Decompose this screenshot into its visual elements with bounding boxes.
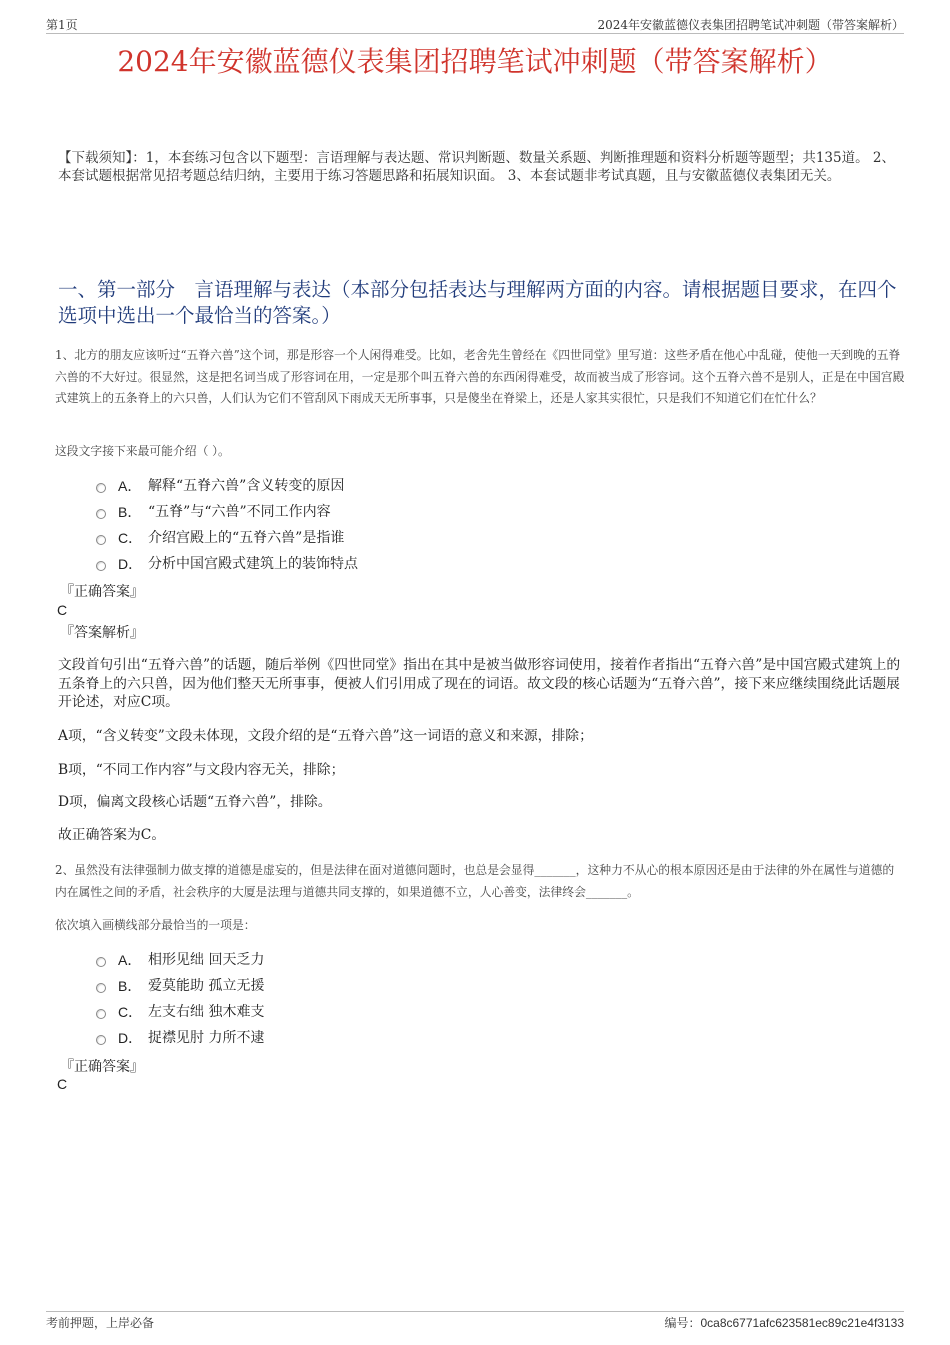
question-1-explanation-b: B项，“不同工作内容”与文段内容无关，排除；: [58, 762, 345, 778]
footer-code-label: 编号：: [664, 1316, 701, 1330]
question-2-option-a[interactable]: [96, 950, 264, 970]
radio-icon[interactable]: [96, 483, 106, 493]
question-2-answer: C: [57, 1076, 68, 1092]
question-2-option-d[interactable]: [96, 1028, 264, 1048]
radio-icon[interactable]: [96, 561, 106, 571]
question-1-stem: 1、北方的朋友应该听过“五脊六兽”这个词，那是形容一个人闲得难受。比如，老舍先生曾经在《四世同堂》里写道：这些矛盾在他心中乱碰，使他一天到晚的五脊六兽的不大好过。很显然，这是把名词当成了形容词在用，一定是那个叫五脊六兽的东西闲得难受，故而被当成了形容词。这个五脊六兽不是别人，正是在中国宫殿式建筑上的五条脊上的六只兽，人们认为它们不管刮风下雨成天无所事事，只是傻坐在脊梁上，还是人家其实很忙，只是我们不知道它们在忙什么？: [55, 348, 905, 405]
option-key: B．: [118, 504, 142, 520]
question-1-explanation-label: 『答案解析』: [60, 625, 144, 641]
option-key: A．: [118, 478, 142, 494]
option-key: A．: [118, 952, 142, 968]
question-2-option-c[interactable]: [96, 1002, 264, 1022]
option-key: C．: [118, 1004, 143, 1020]
question-1-answer-label: 『正确答案』: [60, 584, 144, 600]
question-1-prompt: 这段文字接下来最可能介绍（ ）。: [55, 444, 230, 458]
question-1-explanation-a: A项，“含义转变”文段未体现，文段介绍的是“五脊六兽”这一词语的意义和来源，排除；: [58, 728, 593, 744]
footer-slogan: 考前押题，上岸必备: [46, 1316, 155, 1330]
option-key: D．: [118, 556, 143, 572]
page-title: 2024年安徽蓝德仪表集团招聘笔试冲刺题（带答案解析）: [117, 45, 833, 78]
question-2-option-b[interactable]: [96, 976, 264, 996]
radio-icon[interactable]: [96, 983, 106, 993]
question-2-prompt: 依次填入画横线部分最恰当的一项是：: [55, 918, 256, 932]
option-text: 捉襟见肘 力所不逮: [148, 1030, 265, 1046]
option-key: B．: [118, 978, 142, 994]
question-1-explanation-d: D项，偏离文段核心话题“五脊六兽”，排除。: [58, 794, 332, 810]
question-1-explanation-main: 文段首句引出“五脊六兽”的话题，随后举例《四世同堂》指出在其中是被当做形容词使用，接着作者指出“五脊六兽”是中国宫殿式建筑上的五条脊上的六只兽，因为他们整天无所事事，便被人们引用成了现在的词语。故文段的核心话题为“五脊六兽”，接下来应继续围绕此话题展开论述，对应C项。: [58, 657, 901, 710]
radio-icon[interactable]: [96, 509, 106, 519]
question-1-explanation-conclusion: 故正确答案为C。: [58, 827, 166, 843]
radio-icon[interactable]: [96, 1035, 106, 1045]
download-notice: 【下载须知】：1，本套练习包含以下题型：言语理解与表达题、常识判断题、数量关系题、判断推理题和资料分析题等题型；共135道。 2、本套试题根据常见招考题总结归纳，主要用于练习答题思路和拓展知识面。 3、本套试题非考试真题，且与安徽蓝德仪表集团无关。: [58, 150, 895, 184]
option-text: 分析中国宫殿式建筑上的装饰特点: [148, 556, 358, 572]
question-2-stem: 2、虽然没有法律强制力做支撑的道德是虚妄的，但是法律在面对道德问题时，也总是会显得_______，这种力不从心的根本原因还是由于法律的外在属性与道德的内在属性之间的矛盾，社会秩序的大厦是法理与道德共同支撑的，如果道德不立，人心善变，法律终会_______。: [55, 863, 895, 899]
option-text: 爱莫能助 孤立无援: [148, 978, 265, 994]
page-number: 第1页: [46, 18, 78, 32]
option-text: 介绍宫殿上的“五脊六兽”是指谁: [148, 530, 345, 546]
question-1-option-a[interactable]: [96, 476, 344, 496]
option-key: D．: [118, 1030, 143, 1046]
question-1-option-d[interactable]: [96, 554, 358, 574]
radio-icon[interactable]: [96, 1009, 106, 1019]
running-header-title: 2024年安徽蓝德仪表集团招聘笔试冲刺题（带答案解析）: [597, 18, 904, 32]
question-1-option-b[interactable]: [96, 502, 331, 522]
question-1-option-c[interactable]: [96, 528, 344, 548]
footer-code-value: 0ca8c6771afc623581ec89c21e4f3133: [700, 1316, 904, 1330]
header-divider: [46, 33, 904, 34]
option-text: 相形见绌 回天乏力: [148, 952, 265, 968]
question-2-answer-label: 『正确答案』: [60, 1059, 144, 1075]
radio-icon[interactable]: [96, 957, 106, 967]
footer-divider: [46, 1311, 904, 1312]
question-1-answer: C: [57, 602, 68, 618]
option-text: 左支右绌 独木难支: [148, 1004, 265, 1020]
option-text: 解释“五脊六兽”含义转变的原因: [148, 478, 345, 494]
option-text: “五脊”与“六兽”不同工作内容: [148, 504, 331, 520]
section-heading: 一、第一部分 言语理解与表达（本部分包括表达与理解两方面的内容。请根据题目要求，在四个选项中选出一个最恰当的答案。）: [58, 278, 897, 327]
footer-code: [664, 1314, 904, 1331]
option-key: C．: [118, 530, 143, 546]
radio-icon[interactable]: [96, 535, 106, 545]
